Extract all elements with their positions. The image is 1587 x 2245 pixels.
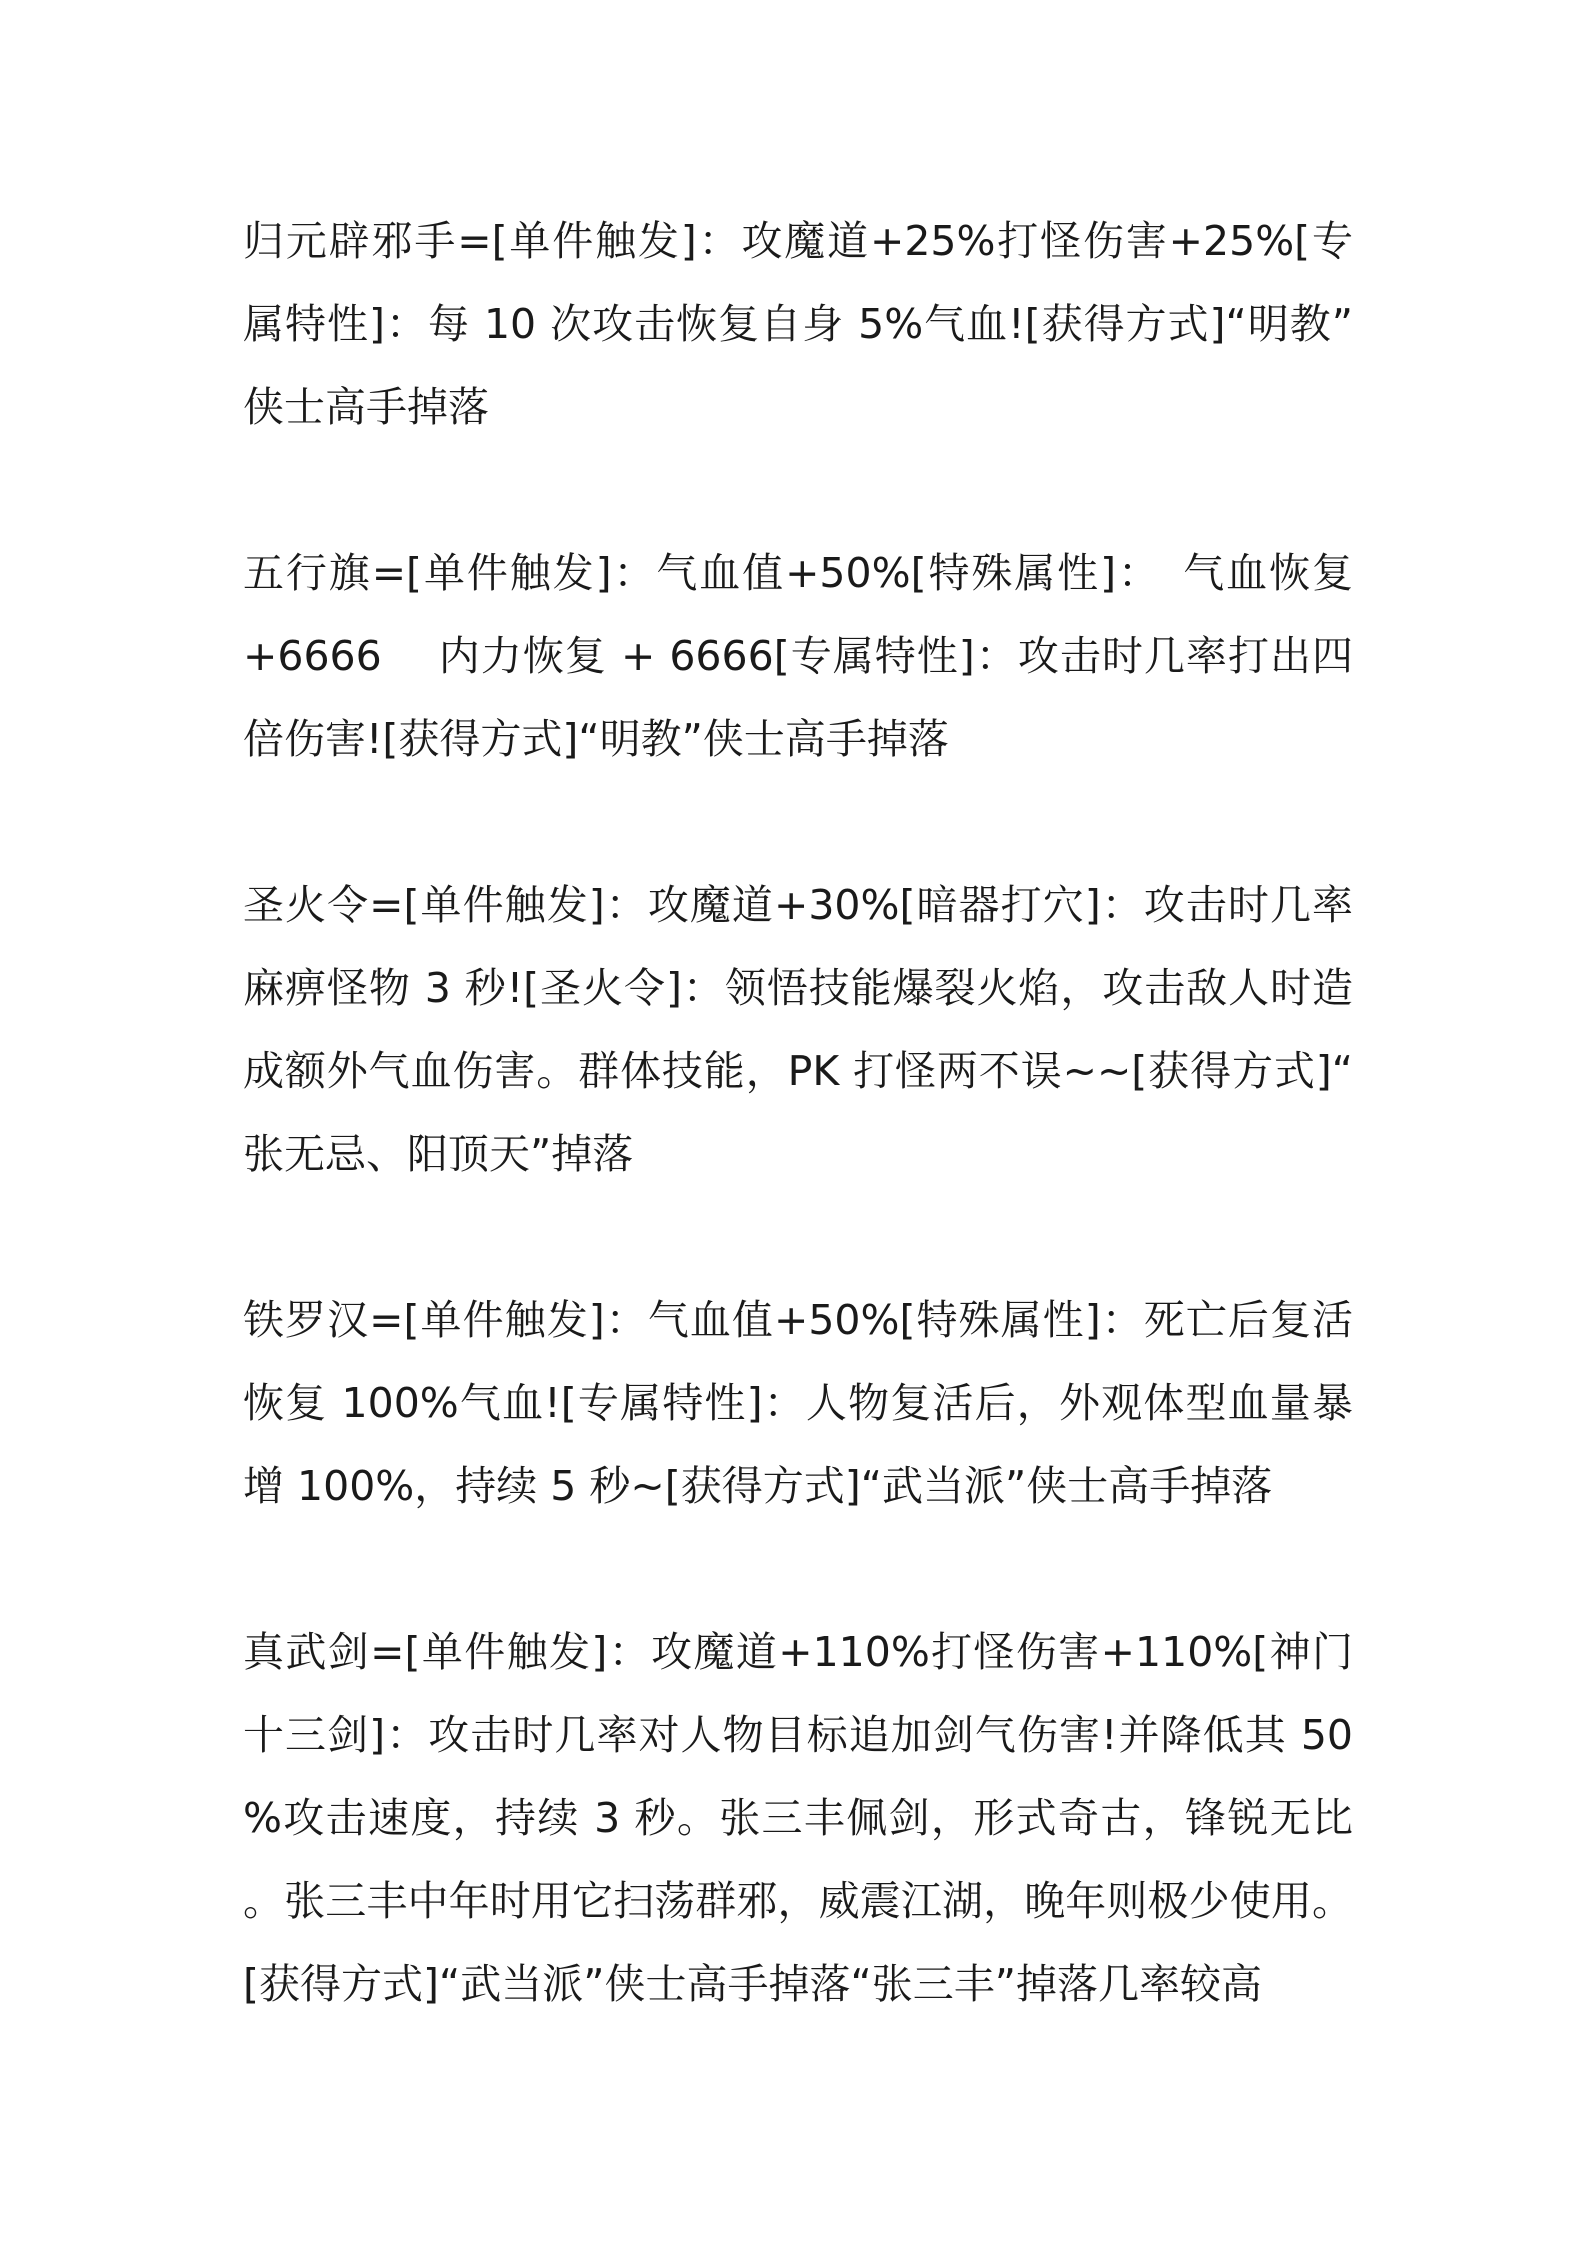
document-body: [243, 200, 1353, 2026]
paragraph-gap: [243, 1196, 1353, 1279]
item-zhenwujian: 真武剑=[单件触发]：攻魔道+110%打怪伤害+110%[神门十三剑]：攻击时几率对人物目标追加剑气伤害!并降低其 50%攻击速度，持续 3 秒。张三丰佩剑，形式奇古，锋锐无比。张三丰中年时用它扫荡群邪，威震江湖，晚年则极少使用。[获得方式]“武当派”侠士高手掉落“张三丰”掉落几率较高: [243, 1628, 1353, 2008]
item-shenghuoling: 圣火令=[单件触发]：攻魔道+30%[暗器打穴]：攻击时几率麻痹怪物 3 秒![圣火令]：领悟技能爆裂火焰，攻击敌人时造成额外气血伤害。群体技能，PK 打怪两不误~~[获得方式]“张无忌、阳顶天”掉落: [243, 881, 1353, 1178]
item-wuxingqi: 五行旗=[单件触发]：气血值+50%[特殊属性]： 气血恢复 +6666 内力恢复 + 6666[专属特性]：攻击时几率打出四倍伤害![获得方式]“明教”侠士高手掉落: [243, 549, 1353, 763]
paragraph-gap: [243, 781, 1353, 864]
paragraph-gap: [243, 1528, 1353, 1611]
item-guiyuan-bixieshou: 归元辟邪手=[单件触发]：攻魔道+25%打怪伤害+25%[专属特性]：每 10 次攻击恢复自身 5%气血![获得方式]“明教”侠士高手掉落: [243, 217, 1353, 431]
paragraph-gap: [243, 449, 1353, 532]
item-tieluohan: 铁罗汉=[单件触发]：气血值+50%[特殊属性]：死亡后复活恢复 100%气血![专属特性]：人物复活后，外观体型血量暴增 100%，持续 5 秒~[获得方式]“武当派”侠士高手掉落: [243, 1296, 1353, 1510]
